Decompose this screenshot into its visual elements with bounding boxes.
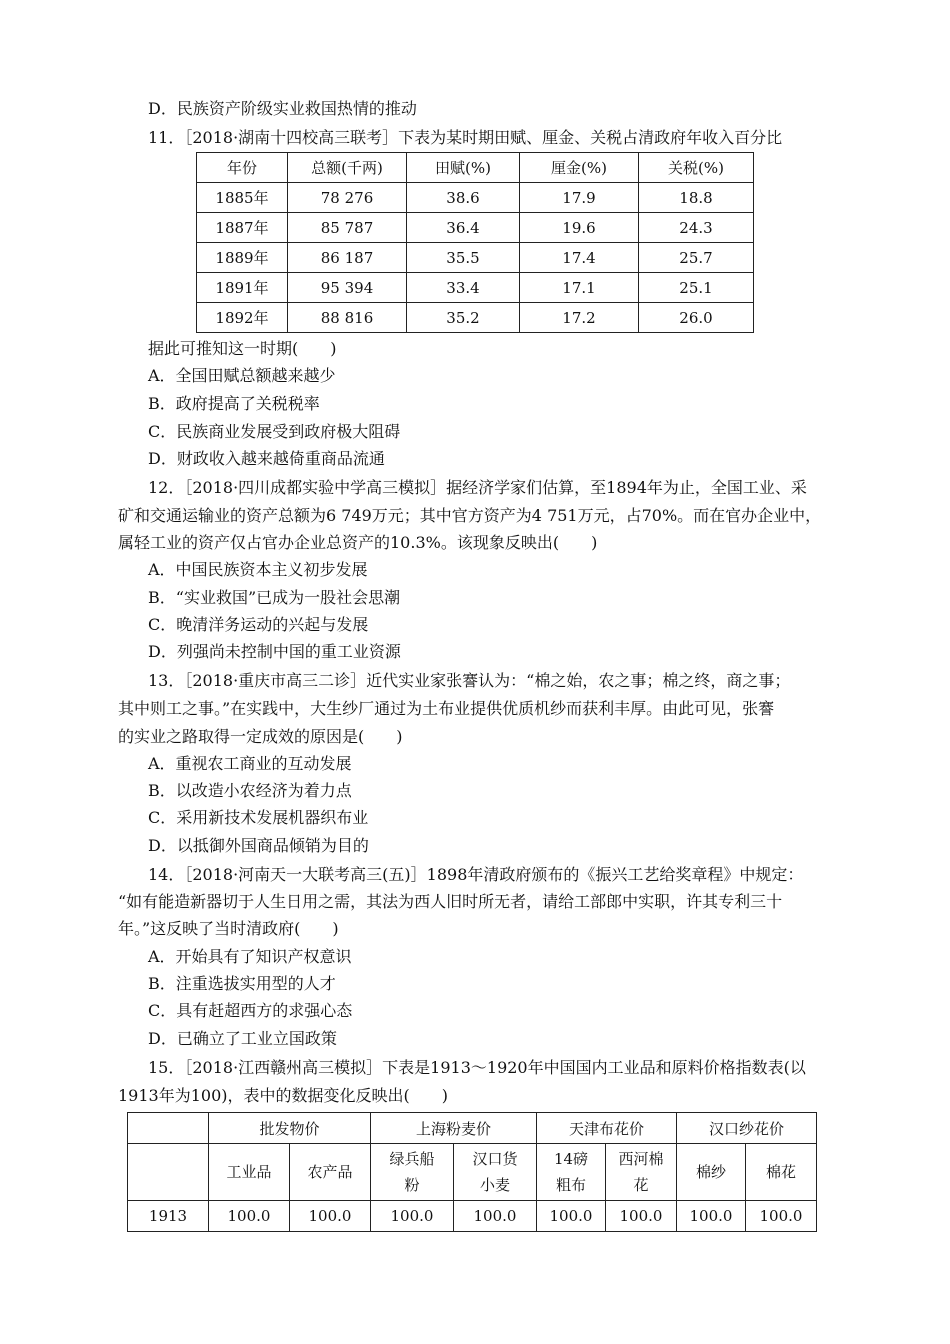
table-cell: 100.0 xyxy=(537,1201,606,1232)
q11-option-c: C．民族商业发展受到政府极大阻碍 xyxy=(148,422,401,441)
table-subheader xyxy=(290,1144,371,1201)
q14-option-b: B．注重选拔实用型的人才 xyxy=(148,974,336,993)
q15-stem-1: 15．［2018·江西赣州高三模拟］下表是1913～1920年中国国内工业品和原料价格指数表(以 xyxy=(148,1058,806,1077)
table-group-header: 汉口纱花价 xyxy=(677,1113,817,1144)
table-cell: 25.7 xyxy=(639,243,754,273)
subheader-text: 14磅 xyxy=(553,1150,589,1168)
table-cell: 1889年 xyxy=(197,243,288,273)
table-cell: 25.1 xyxy=(639,273,754,303)
table-row xyxy=(197,303,754,333)
subheader-text: 农产品 xyxy=(307,1163,353,1181)
subheader-text: 棉纱 xyxy=(695,1163,726,1181)
q14-stem-1: 14．［2018·河南天一大联考高三(五)］1898年清政府颁布的《振兴工艺给奖章程》中规定： xyxy=(148,865,804,884)
q13-stem-3: 的实业之路取得一定成效的原因是( ) xyxy=(118,727,403,746)
table-cell: 19.6 xyxy=(520,213,639,243)
table-group-header: 天津布花价 xyxy=(537,1113,677,1144)
subheader-text: 工业品 xyxy=(226,1163,272,1181)
table-cell: 100.0 xyxy=(371,1201,454,1232)
table-header-row xyxy=(197,153,754,183)
table-cell: 85 787 xyxy=(288,213,407,243)
table-row xyxy=(197,243,754,273)
table-cell: 100.0 xyxy=(209,1201,290,1232)
subheader-text: 西河棉 xyxy=(618,1150,664,1168)
q12-option-b: B．“实业救国”已成为一股社会思潮 xyxy=(148,588,401,607)
subheader-text: 花 xyxy=(633,1176,649,1194)
table-subheader xyxy=(454,1144,537,1201)
table-group-header: 批发物价 xyxy=(209,1113,371,1144)
q12-stem-2: 矿和交通运输业的资产总额为6 749万元；其中官方资产为4 751万元，占70%。而在官办企业中， xyxy=(118,506,822,525)
subheader-text: 汉口货 xyxy=(472,1150,518,1168)
table-cell: 1887年 xyxy=(197,213,288,243)
q14-option-c: C．具有赶超西方的求强心态 xyxy=(148,1001,353,1020)
q12-option-d: D．列强尚未控制中国的重工业资源 xyxy=(148,642,401,661)
subheader-text: 小麦 xyxy=(479,1176,510,1194)
table-cell: 35.5 xyxy=(407,243,520,273)
q15-stem-2: 1913年为100)，表中的数据变化反映出( ) xyxy=(118,1086,448,1105)
table-cell: 36.4 xyxy=(407,213,520,243)
table-cell: 100.0 xyxy=(290,1201,371,1232)
table-header: 关税(%) xyxy=(639,153,754,183)
q13-option-d: D．以抵御外国商品倾销为目的 xyxy=(148,836,369,855)
q13-option-c: C．采用新技术发展机器织布业 xyxy=(148,808,369,827)
q14-stem-3: 年。”这反映了当时清政府( ) xyxy=(118,919,339,938)
q11-table xyxy=(196,152,754,333)
table-cell: 35.2 xyxy=(407,303,520,333)
table-cell: 17.4 xyxy=(520,243,639,273)
q12-stem-1: 12．［2018·四川成都实验中学高三模拟］据经济学家们估算，至1894年为止，全国工业、采 xyxy=(148,478,807,497)
table-cell: 95 394 xyxy=(288,273,407,303)
table-cell: 17.2 xyxy=(520,303,639,333)
subheader-text: 粉 xyxy=(404,1176,420,1194)
table-empty xyxy=(128,1144,209,1201)
q11-option-a: A．全国田赋总额越来越少 xyxy=(148,366,336,385)
table-header: 年份 xyxy=(197,153,288,183)
subheader-text: 粗布 xyxy=(555,1176,586,1194)
q12-option-a: A．中国民族资本主义初步发展 xyxy=(148,560,368,579)
table-header: 田赋(%) xyxy=(407,153,520,183)
q12-option-c: C．晚清洋务运动的兴起与发展 xyxy=(148,615,369,634)
q11-after: 据此可推知这一时期( ) xyxy=(148,339,337,358)
table-row xyxy=(128,1201,817,1232)
subheader-text: 棉花 xyxy=(765,1163,796,1181)
q15-table xyxy=(127,1112,817,1232)
table-subheader xyxy=(677,1144,746,1201)
table-row xyxy=(197,183,754,213)
table-cell: 24.3 xyxy=(639,213,754,243)
table-header-row xyxy=(128,1113,817,1144)
table-cell: 100.0 xyxy=(606,1201,677,1232)
table-cell: 33.4 xyxy=(407,273,520,303)
table-cell: 88 816 xyxy=(288,303,407,333)
table-subheader xyxy=(606,1144,677,1201)
q13-option-b: B．以改造小农经济为着力点 xyxy=(148,781,352,800)
table-corner xyxy=(128,1113,209,1144)
table-cell: 1913 xyxy=(128,1201,209,1232)
table-cell: 1891年 xyxy=(197,273,288,303)
table-subheader-row xyxy=(128,1144,817,1201)
q14-option-d: D．已确立了工业立国政策 xyxy=(148,1029,337,1048)
q13-option-a: A．重视农工商业的互动发展 xyxy=(148,754,352,773)
q10-option-d: D．民族资产阶级实业救国热情的推动 xyxy=(148,99,417,118)
table-cell: 17.9 xyxy=(520,183,639,213)
table-cell: 100.0 xyxy=(746,1201,817,1232)
table-cell: 17.1 xyxy=(520,273,639,303)
table-group-header: 上海粉麦价 xyxy=(371,1113,537,1144)
table-cell: 26.0 xyxy=(639,303,754,333)
table-subheader xyxy=(209,1144,290,1201)
table-subheader xyxy=(537,1144,606,1201)
table-cell: 1892年 xyxy=(197,303,288,333)
q14-option-a: A．开始具有了知识产权意识 xyxy=(148,947,352,966)
table-cell: 18.8 xyxy=(639,183,754,213)
table-row xyxy=(197,213,754,243)
table-cell: 100.0 xyxy=(677,1201,746,1232)
table-cell: 100.0 xyxy=(454,1201,537,1232)
q13-stem-1: 13．［2018·重庆市高三二诊］近代实业家张謇认为：“棉之始，农之事；棉之终，商之事； xyxy=(148,671,791,690)
table-header: 厘金(%) xyxy=(520,153,639,183)
table-row xyxy=(197,273,754,303)
table-cell: 78 276 xyxy=(288,183,407,213)
table-subheader xyxy=(746,1144,817,1201)
q14-stem-2: “如有能造新器切于人生日用之需，其法为西人旧时所无者，请给工部郎中实职，许其专利三十 xyxy=(118,892,783,911)
subheader-text: 绿兵船 xyxy=(389,1150,435,1168)
q12-stem-3: 属轻工业的资产仅占官办企业总资产的10.3%。该现象反映出( ) xyxy=(118,533,598,552)
table-subheader xyxy=(371,1144,454,1201)
table-cell: 1885年 xyxy=(197,183,288,213)
table-cell: 38.6 xyxy=(407,183,520,213)
q11-stem: 11．［2018·湖南十四校高三联考］下表为某时期田赋、厘金、关税占清政府年收入百分比 xyxy=(148,128,783,147)
table-header: 总额(千两) xyxy=(288,153,407,183)
q13-stem-2: 其中则工之事。”在实践中，大生纱厂通过为土布业提供优质机纱而获利丰厚。由此可见，张謇 xyxy=(118,699,775,718)
table-cell: 86 187 xyxy=(288,243,407,273)
q11-option-b: B．政府提高了关税税率 xyxy=(148,394,320,413)
q11-option-d: D．财政收入越来越倚重商品流通 xyxy=(148,449,385,468)
